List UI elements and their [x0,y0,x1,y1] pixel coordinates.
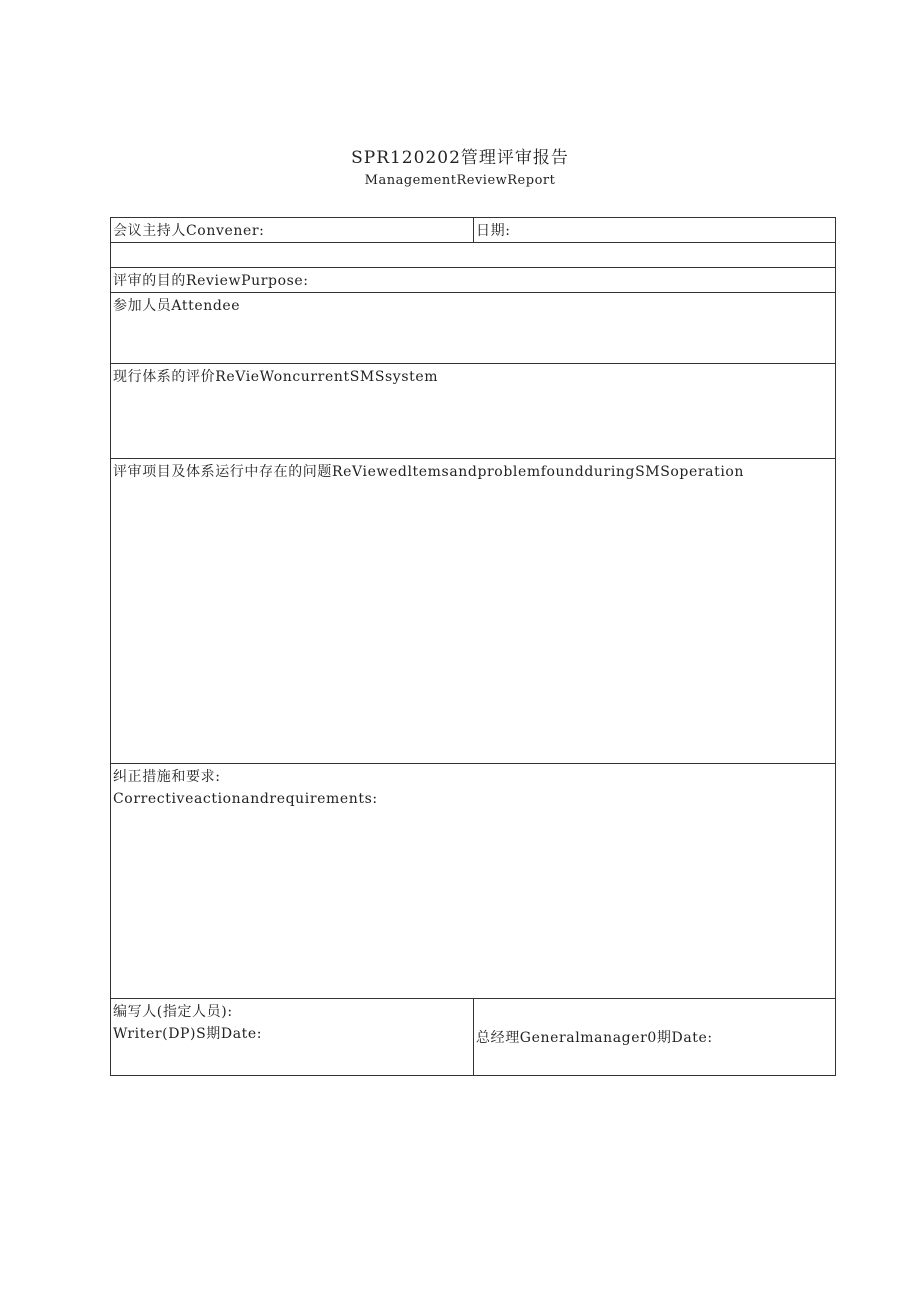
manager-label: 总经理Generalmanager0期Date: [476,1030,713,1046]
reviewed-items-cell[interactable] [111,459,836,764]
reviewed-items-row [111,459,836,764]
corrective-cell[interactable] [111,764,836,999]
date-label: 日期: [476,223,511,239]
corrective-label-en: Correctiveactionandrequirements: [113,791,378,807]
reviewed-items-label: 评审项目及体系运行中存在的问题ReViewedltemsandproblemfoundduringSMSoperation [113,464,745,480]
blank-row [111,243,836,268]
signature-row [111,999,836,1076]
current-system-cell[interactable] [111,364,836,459]
purpose-label: 评审的目的ReviewPurpose: [113,273,309,289]
convener-row [111,218,836,243]
blank-cell[interactable] [111,243,836,268]
page-title: SPR120202管理评审报告 [351,148,569,168]
convener-cell[interactable] [111,218,474,243]
page-subtitle: ManagementReviewReport [364,173,556,188]
date-cell[interactable] [474,218,836,243]
attendee-row [111,293,836,364]
manager-cell[interactable] [474,999,836,1076]
purpose-row [111,268,836,293]
writer-cell[interactable] [111,999,474,1076]
attendee-cell[interactable] [111,293,836,364]
writer-label-en: Writer(DP)S期Date: [113,1026,263,1042]
attendee-label: 参加人员Attendee [113,298,241,314]
corrective-label-cn: 纠正措施和要求: [113,769,221,785]
current-system-label: 现行体系的评价ReVieWoncurrentSMSsystem [113,369,439,385]
current-system-row [111,364,836,459]
writer-label-cn: 编写人(指定人员): [113,1004,233,1020]
review-report-form [110,217,836,1076]
purpose-cell[interactable] [111,268,836,293]
corrective-row [111,764,836,999]
convener-label: 会议主持人Convener: [113,223,265,239]
